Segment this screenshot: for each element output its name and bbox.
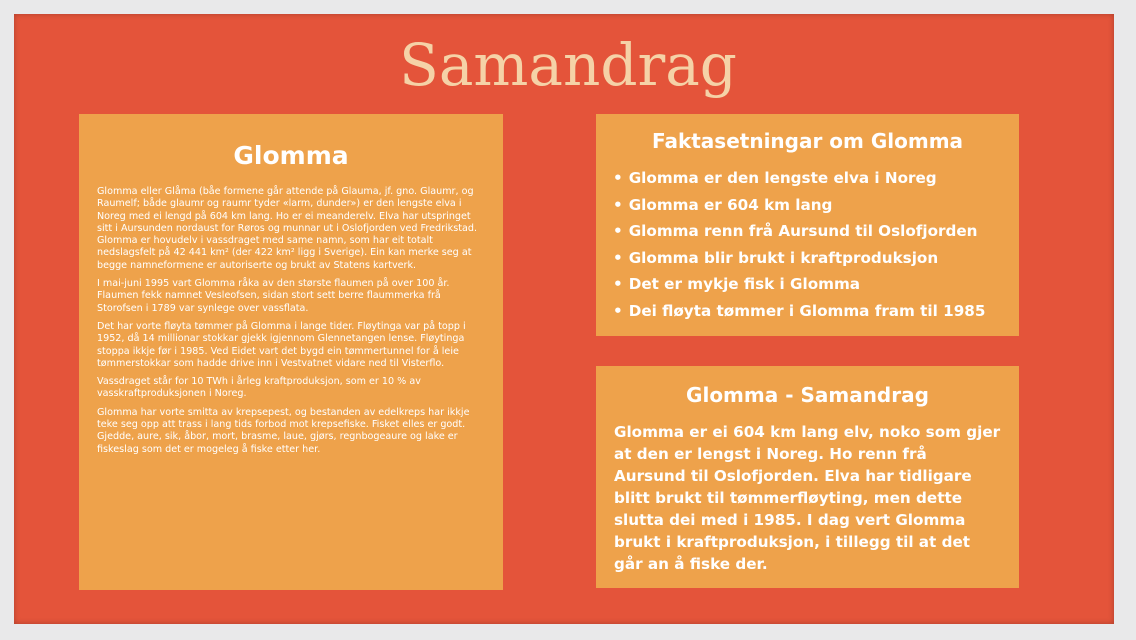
list-item bbox=[613, 245, 1019, 272]
paragraph: Det har vorte fløyta tømmer på Glomma i lange tider. Fløytinga var på topp i 1952, då 14 millionar stokkar gjekk igjennom Glennetangen lense. Fløytinga stoppa ikkje før i 1985. Ved Eidet vart det bygd ein tømmertunnel for å leie tømmerstokkar som hadde drive inn i Vestvatnet vidare ned til Visterflo. bbox=[97, 320, 466, 369]
glomma-info-box bbox=[79, 114, 503, 590]
facts-list bbox=[596, 165, 1019, 325]
paragraph: Vassdraget står for 10 TWh i årleg kraftproduksjon, som er 10 % av vasskraftproduksjonen i Noreg. bbox=[97, 376, 421, 400]
fact-text: Glomma er den lengste elva i Noreg bbox=[628, 169, 937, 187]
glomma-heading: Glomma bbox=[233, 141, 349, 170]
glomma-body bbox=[79, 172, 503, 456]
list-item bbox=[613, 298, 1019, 325]
summary-box bbox=[596, 366, 1019, 588]
facts-box bbox=[596, 114, 1019, 336]
facts-heading: Faktasetningar om Glomma bbox=[651, 129, 964, 153]
page-title: Samandrag bbox=[399, 31, 737, 99]
bullet-icon: • bbox=[613, 222, 623, 241]
paragraph: Glomma eller Glåma (båe formene går attende på Glauma, jf. gno. Glaumr, og Raumelf; både glaumr og raumr tyder «larm, dunder») er den lengste elva i Noreg med ei lengd på 604 km lang. Ho er ei meanderelv. Elva har utspringet sitt i Aursunden nordaust for Røros og munnar ut i Oslofjorden ved Fredrikstad. Glomma er hovudelv i vassdraget med same namn, som har eit totalt nedslagsfelt på 42 441 km² (der 422 km² ligg i Sverige). Ein kan merke seg at begge namneformene er autoriserte og brukt av Statens kartverk. bbox=[97, 186, 478, 271]
fact-text: Glomma er 604 km lang bbox=[628, 195, 833, 214]
paragraph: Glomma har vorte smitta av krepsepest, og bestanden av edelkreps har ikkje teke seg opp att trass i lang tids forbod mot krepsefiske. Fisket elles er godt. Gjedde, aure, sik, åbor, mort, brasme, laue, gjørs, regnbogeaure og lake er fiskeslag som det er mogeleg å fiske etter her. bbox=[97, 406, 470, 455]
bullet-icon: • bbox=[613, 248, 623, 267]
list-item bbox=[613, 271, 1019, 298]
summary-heading: Glomma - Samandrag bbox=[686, 383, 929, 407]
list-item bbox=[613, 192, 1019, 219]
bullet-icon: • bbox=[613, 275, 623, 294]
summary-text: Glomma er ei 604 km lang elv, noko som gjer at den er lengst i Noreg. Ho renn frå Aursund til Oslofjorden. Elva har tidligare blitt brukt til tømmerfløyting, men dette slutta dei med i 1985. I dag vert Glomma brukt i kraftproduksjon, i tillegg til at det går an å fiske der. bbox=[614, 423, 1001, 573]
bullet-icon: • bbox=[613, 169, 623, 187]
bullet-icon: • bbox=[613, 301, 623, 320]
fact-text: Glomma blir brukt i kraftproduksjon bbox=[628, 248, 939, 267]
paragraph: I mai-juni 1995 vart Glomma råka av den største flaumen på over 100 år. Flaumen fekk namnet Vesleofsen, sidan stort sett berre flaummerka frå Storofsen i 1789 var synlege over vassflata. bbox=[97, 278, 450, 314]
fact-text: Glomma renn frå Aursund til Oslofjorden bbox=[628, 222, 978, 241]
fact-text: Det er mykje fisk i Glomma bbox=[628, 275, 861, 294]
bullet-icon: • bbox=[613, 195, 623, 214]
fact-text: Dei fløyta tømmer i Glomma fram til 1985 bbox=[628, 301, 986, 320]
list-item bbox=[613, 218, 1019, 245]
list-item bbox=[613, 165, 1019, 192]
